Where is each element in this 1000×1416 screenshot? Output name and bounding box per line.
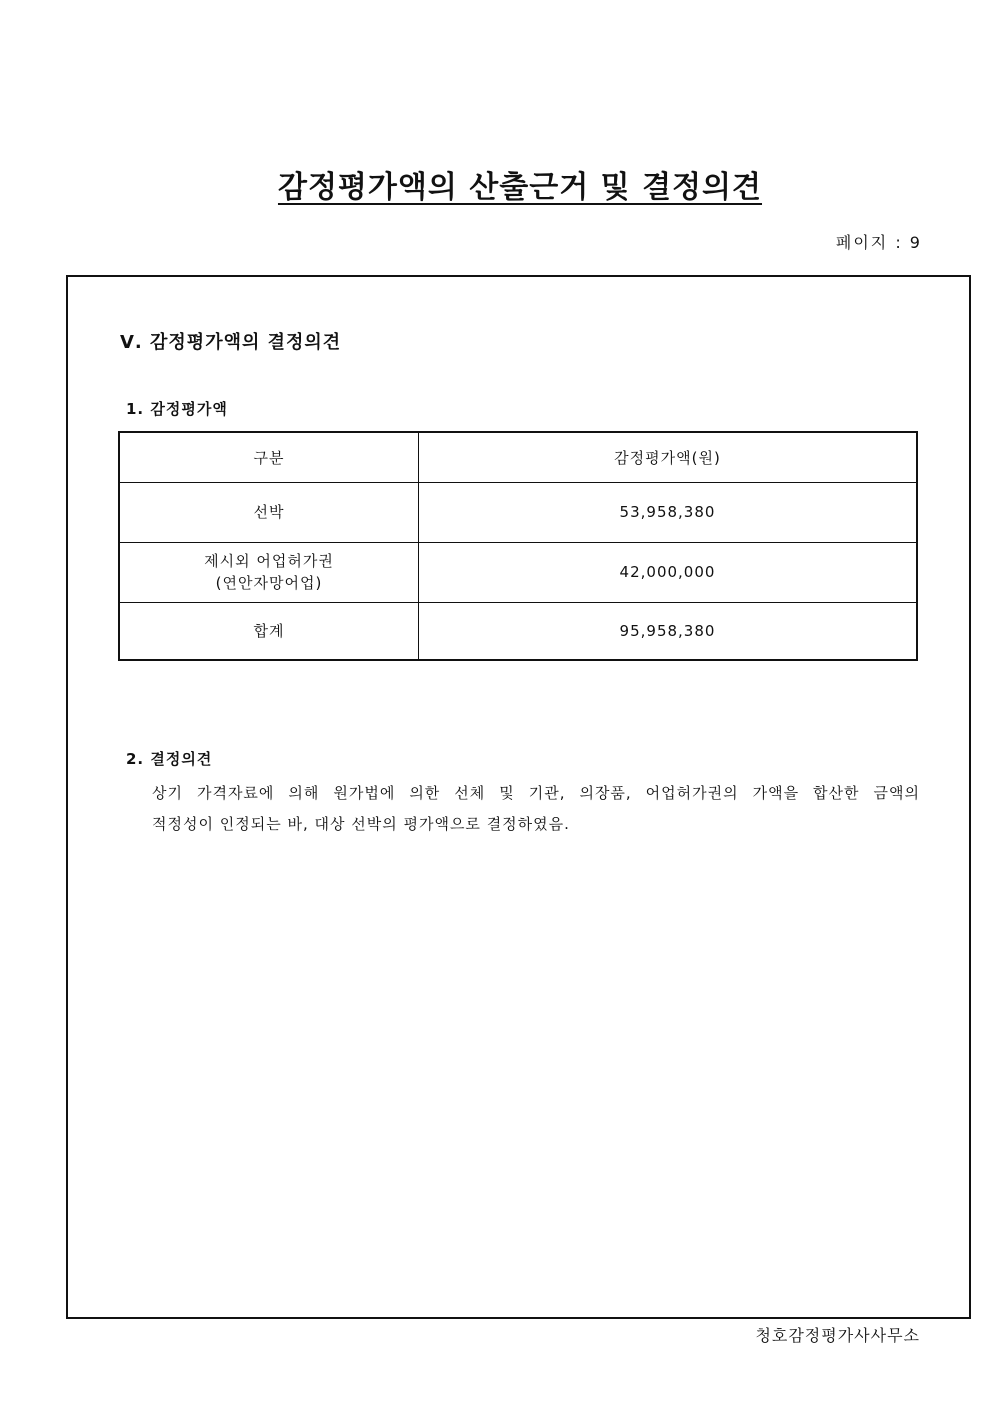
amount-cell: 95,958,380 (419, 602, 918, 660)
column-header-category: 구분 (119, 432, 419, 482)
document-title-text: 감정평가액의 산출근거 및 결정의견 (277, 170, 763, 205)
amount-cell: 42,000,000 (419, 542, 918, 602)
category-cell (119, 542, 419, 602)
category-line: 합계 (253, 621, 285, 640)
appraisal-heading: 1. 감정평가액 (126, 400, 228, 418)
office-name: 청호감정평가사사무소 (755, 1326, 920, 1345)
opinion-line: 적정성이 인정되는 바, 대상 선박의 평가액으로 결정하였음. (152, 815, 570, 833)
table-row-total (119, 602, 917, 660)
category-cell (119, 602, 419, 660)
opinion-heading: 2. 결정의견 (126, 750, 213, 768)
page-number: 페이지 : 9 (835, 233, 922, 252)
opinion-line: 상기 가격자료에 의해 원가법에 의한 선체 및 기관, 의장품, 어업허가권의 가액을 합산한 금액의 (152, 784, 920, 802)
document-title (0, 162, 1000, 206)
category-line: 선박 (253, 503, 285, 521)
opinion-paragraph (152, 778, 920, 840)
column-header-amount: 감정평가액(원) (419, 432, 918, 482)
section-heading: Ⅴ. 감정평가액의 결정의견 (120, 332, 342, 353)
appraisal-table (118, 431, 918, 661)
table-row (119, 542, 917, 602)
category-line: 제시외 어업허가권 (204, 552, 334, 570)
amount-cell: 53,958,380 (419, 482, 918, 542)
table-header-row (119, 432, 917, 482)
table-row (119, 482, 917, 542)
category-line: (연안자망어업) (215, 574, 323, 592)
category-cell (119, 482, 419, 542)
